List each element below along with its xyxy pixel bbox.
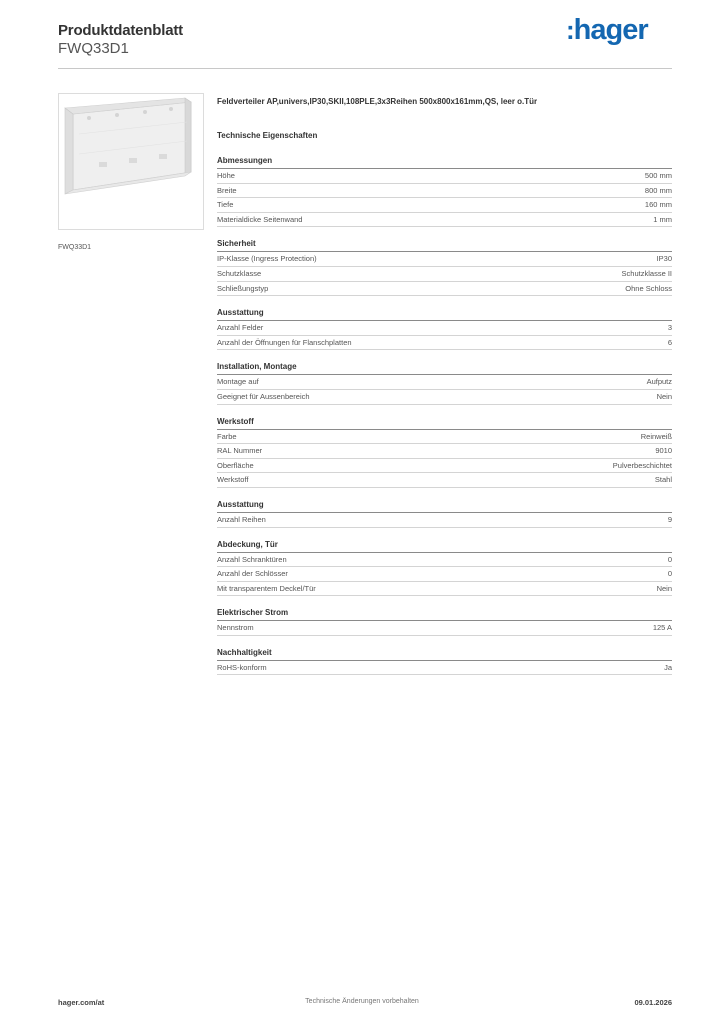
spec-row bbox=[217, 459, 672, 474]
spec-value: Ja bbox=[664, 662, 672, 672]
spec-value: 0 bbox=[667, 554, 672, 564]
spec-label: Höhe bbox=[217, 171, 235, 180]
section-title: Ausstattung bbox=[217, 308, 672, 321]
spec-value: 1 mm bbox=[653, 214, 672, 224]
section-ausstattung bbox=[217, 308, 672, 350]
product-description: Feldverteiler AP,univers,IP30,SKII,108PLE,3x3Reihen 500x800x161mm,QS, leer o.Tür bbox=[217, 97, 538, 106]
section-strom bbox=[217, 608, 672, 636]
spec-label: Materialdicke Seitenwand bbox=[217, 214, 303, 224]
spec-label: Breite bbox=[217, 185, 237, 195]
product-code: FWQ33D1 bbox=[58, 40, 129, 57]
section-title: Installation, Montage bbox=[217, 362, 672, 375]
spec-row bbox=[217, 213, 672, 228]
spec-value: Aufputz bbox=[646, 377, 672, 387]
image-caption: FWQ33D1 bbox=[58, 244, 92, 251]
section-ausstattung-reihen bbox=[217, 500, 672, 528]
section-title: Werkstoff bbox=[217, 417, 672, 430]
footer-notice: Technische Änderungen vorbehalten bbox=[305, 998, 419, 1005]
spec-row bbox=[217, 513, 672, 528]
spec-value: IP30 bbox=[656, 254, 672, 264]
spec-label: RoHS-konform bbox=[217, 662, 267, 672]
spec-value: Ohne Schloss bbox=[625, 283, 672, 293]
section-installation bbox=[217, 362, 672, 404]
spec-value: 800 mm bbox=[644, 185, 672, 195]
spec-value: 9 bbox=[667, 514, 672, 524]
spec-value: 9010 bbox=[655, 446, 672, 456]
product-image bbox=[58, 93, 204, 230]
footer-website: hager.com/at bbox=[58, 998, 105, 1007]
logo-text: hager bbox=[573, 14, 648, 46]
spec-row bbox=[217, 198, 672, 213]
spec-row bbox=[217, 430, 672, 445]
spec-label: Anzahl Schranktüren bbox=[217, 554, 287, 564]
section-nachhaltigkeit bbox=[217, 648, 672, 676]
section-title: Abmessungen bbox=[217, 156, 672, 169]
spec-value: Stahl bbox=[654, 475, 672, 485]
tech-heading: Technische Eigenschaften bbox=[217, 131, 318, 140]
spec-row bbox=[217, 321, 672, 336]
spec-label: Tiefe bbox=[217, 200, 234, 210]
page-title: Produktdatenblatt bbox=[58, 22, 183, 39]
spec-value: Pulverbeschichtet bbox=[612, 460, 672, 470]
section-abdeckung bbox=[217, 540, 672, 597]
spec-label: Schutzklasse bbox=[217, 268, 262, 278]
spec-row bbox=[217, 473, 672, 488]
spec-row bbox=[217, 582, 672, 597]
spec-label: Geeignet für Aussenbereich bbox=[217, 391, 310, 401]
spec-row bbox=[217, 282, 672, 297]
section-title: Ausstattung bbox=[217, 500, 672, 513]
spec-label: Nennstrom bbox=[217, 623, 254, 633]
spec-label: Anzahl der Öffnungen für Flanschplatten bbox=[217, 337, 352, 347]
spec-value: 500 mm bbox=[644, 171, 672, 180]
spec-value: 125 A bbox=[652, 623, 672, 633]
spec-value: 0 bbox=[667, 569, 672, 579]
section-title: Nachhaltigkeit bbox=[217, 648, 672, 661]
spec-label: Farbe bbox=[217, 431, 237, 441]
section-werkstoff bbox=[217, 417, 672, 488]
section-title: Abdeckung, Tür bbox=[217, 540, 672, 553]
spec-row bbox=[217, 444, 672, 459]
spec-label: Anzahl Reihen bbox=[217, 514, 266, 524]
spec-label: Anzahl Felder bbox=[217, 323, 264, 333]
section-sicherheit bbox=[217, 239, 672, 296]
spec-label: Mit transparentem Deckel/Tür bbox=[217, 583, 316, 593]
spec-row bbox=[217, 375, 672, 390]
section-abmessungen bbox=[217, 156, 672, 227]
spec-label: Anzahl der Schlösser bbox=[217, 569, 288, 579]
spec-value: Nein bbox=[656, 391, 672, 401]
spec-row bbox=[217, 553, 672, 568]
spec-row bbox=[217, 336, 672, 351]
spec-label: Montage auf bbox=[217, 377, 259, 387]
spec-label: Schließungstyp bbox=[217, 283, 269, 293]
spec-label: IP-Klasse (Ingress Protection) bbox=[217, 254, 317, 264]
section-title: Elektrischer Strom bbox=[217, 608, 672, 621]
spec-value: 6 bbox=[667, 337, 672, 347]
spec-row bbox=[217, 184, 672, 199]
spec-value: Reinweiß bbox=[640, 431, 672, 441]
spec-content bbox=[217, 97, 672, 675]
spec-value: Schutzklasse II bbox=[621, 268, 672, 278]
header-divider bbox=[58, 68, 672, 69]
spec-row bbox=[217, 267, 672, 282]
spec-row bbox=[217, 169, 672, 184]
hager-logo: :hager bbox=[566, 14, 648, 46]
spec-row bbox=[217, 661, 672, 676]
spec-row bbox=[217, 567, 672, 582]
spec-value: 160 mm bbox=[644, 200, 672, 210]
spec-row bbox=[217, 621, 672, 636]
section-title: Sicherheit bbox=[217, 239, 672, 252]
spec-value: 3 bbox=[667, 323, 672, 333]
spec-row bbox=[217, 252, 672, 267]
enclosure-illustration bbox=[59, 94, 203, 229]
spec-row bbox=[217, 390, 672, 405]
spec-label: RAL Nummer bbox=[217, 446, 263, 456]
spec-label: Werkstoff bbox=[217, 475, 249, 485]
spec-label: Oberfläche bbox=[217, 460, 254, 470]
spec-value: Nein bbox=[656, 583, 672, 593]
footer-date: 09.01.2026 bbox=[634, 998, 672, 1007]
